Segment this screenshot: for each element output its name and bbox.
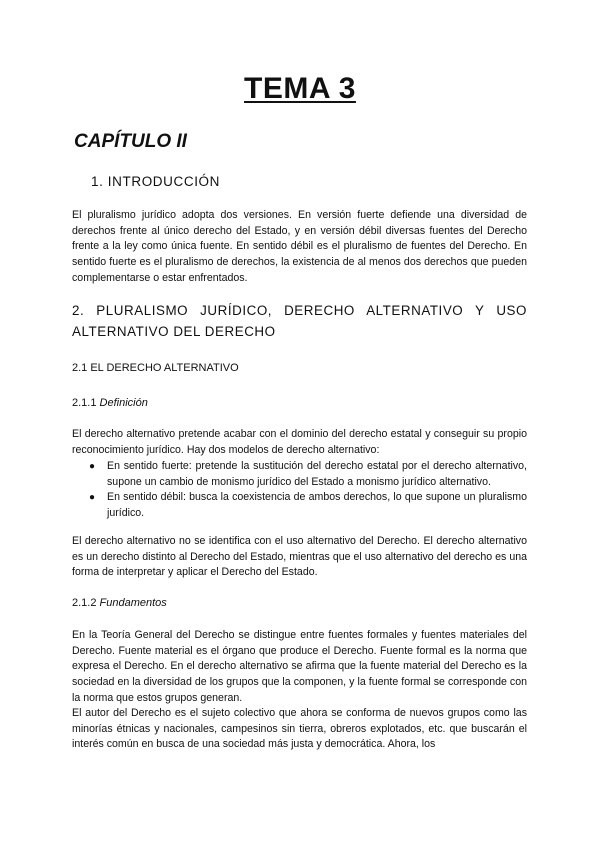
section-title: Definición [99, 397, 148, 409]
introduction-paragraph: El pluralismo jurídico adopta dos versiones. En versión fuerte defiende una diversidad de derechos frente al único derecho del Estado, y en versión débil diversas fuentes del Derecho frente a la ley como única fuente. En sentido débil es el pluralismo de fuentes del Derecho. En sentido fuerte es el pluralismo de derechos, la existencia de al menos dos derechos que pueden complementarse o estar enfrentados. [72, 209, 527, 284]
section-title: Fundamentos [99, 597, 167, 609]
models-list [72, 459, 527, 522]
fundamentos-paragraph-2: El autor del Derecho es el sujeto colectivo que ahora se conforma de nuevos grupos como las minorías étnicas y nacionales, campesinos sin tierra, obreros explotados, etc. que buscarán el interés común en busca de una sociedad más justa y democrática. Ahora, los [72, 707, 527, 751]
section-2-1-1-heading [72, 397, 148, 409]
fundamentos-paragraph-1: En la Teoría General del Derecho se distingue entre fuentes formales y fuentes materiales del Derecho. Fuente material es el órgano que produce el Derecho. Fuente formal es la norma que expresa el Derecho. En el derecho alternativo se afirma que la fuente material del Derecho es la sociedad en la diversidad de los grupos que la componen, y la fuente formal se corresponde con la norma que estos grupos generan. [72, 629, 527, 704]
bullet-icon: ● [89, 492, 96, 504]
list-item-text: En sentido débil: busca la coexistencia de ambos derechos, lo que supone un pluralismo jurídico. [107, 491, 527, 520]
definition-paragraph: El derecho alternativo pretende acabar con el dominio del derecho estatal y conseguir su propio reconocimiento jurídico. Hay dos modelos de derecho alternativo: [72, 428, 527, 456]
list-item [72, 490, 527, 521]
introduction-heading: 1. INTRODUCCIÓN [91, 174, 221, 189]
list-item-text: En sentido fuerte: pretende la sustitución del derecho estatal por el derecho alternativo, supone un cambio de monismo jurídico del Estado a monismo jurídico alternativo. [107, 460, 527, 488]
section-2-1-2-heading [72, 597, 167, 609]
chapter-heading: CAPÍTULO II [74, 131, 187, 152]
section-2-1-heading: 2.1 EL DERECHO ALTERNATIVO [72, 362, 239, 374]
section-number: 2.1.1 [72, 397, 100, 409]
bullet-icon: ● [89, 461, 96, 472]
section-2-heading: 2. PLURALISMO JURÍDICO, DERECHO ALTERNATIVO Y USO ALTERNATIVO DEL DERECHO [72, 303, 527, 339]
list-item [72, 459, 527, 490]
definition-closing-paragraph: El derecho alternativo no se identifica con el uso alternativo del Derecho. El derecho alternativo es un derecho distinto al Derecho del Estado, mientras que el uso alternativo del derecho es una forma de interpretar y aplicar el Derecho del Estado. [72, 535, 527, 579]
document-title: TEMA 3 [244, 72, 356, 105]
section-number: 2.1.2 [72, 597, 100, 609]
